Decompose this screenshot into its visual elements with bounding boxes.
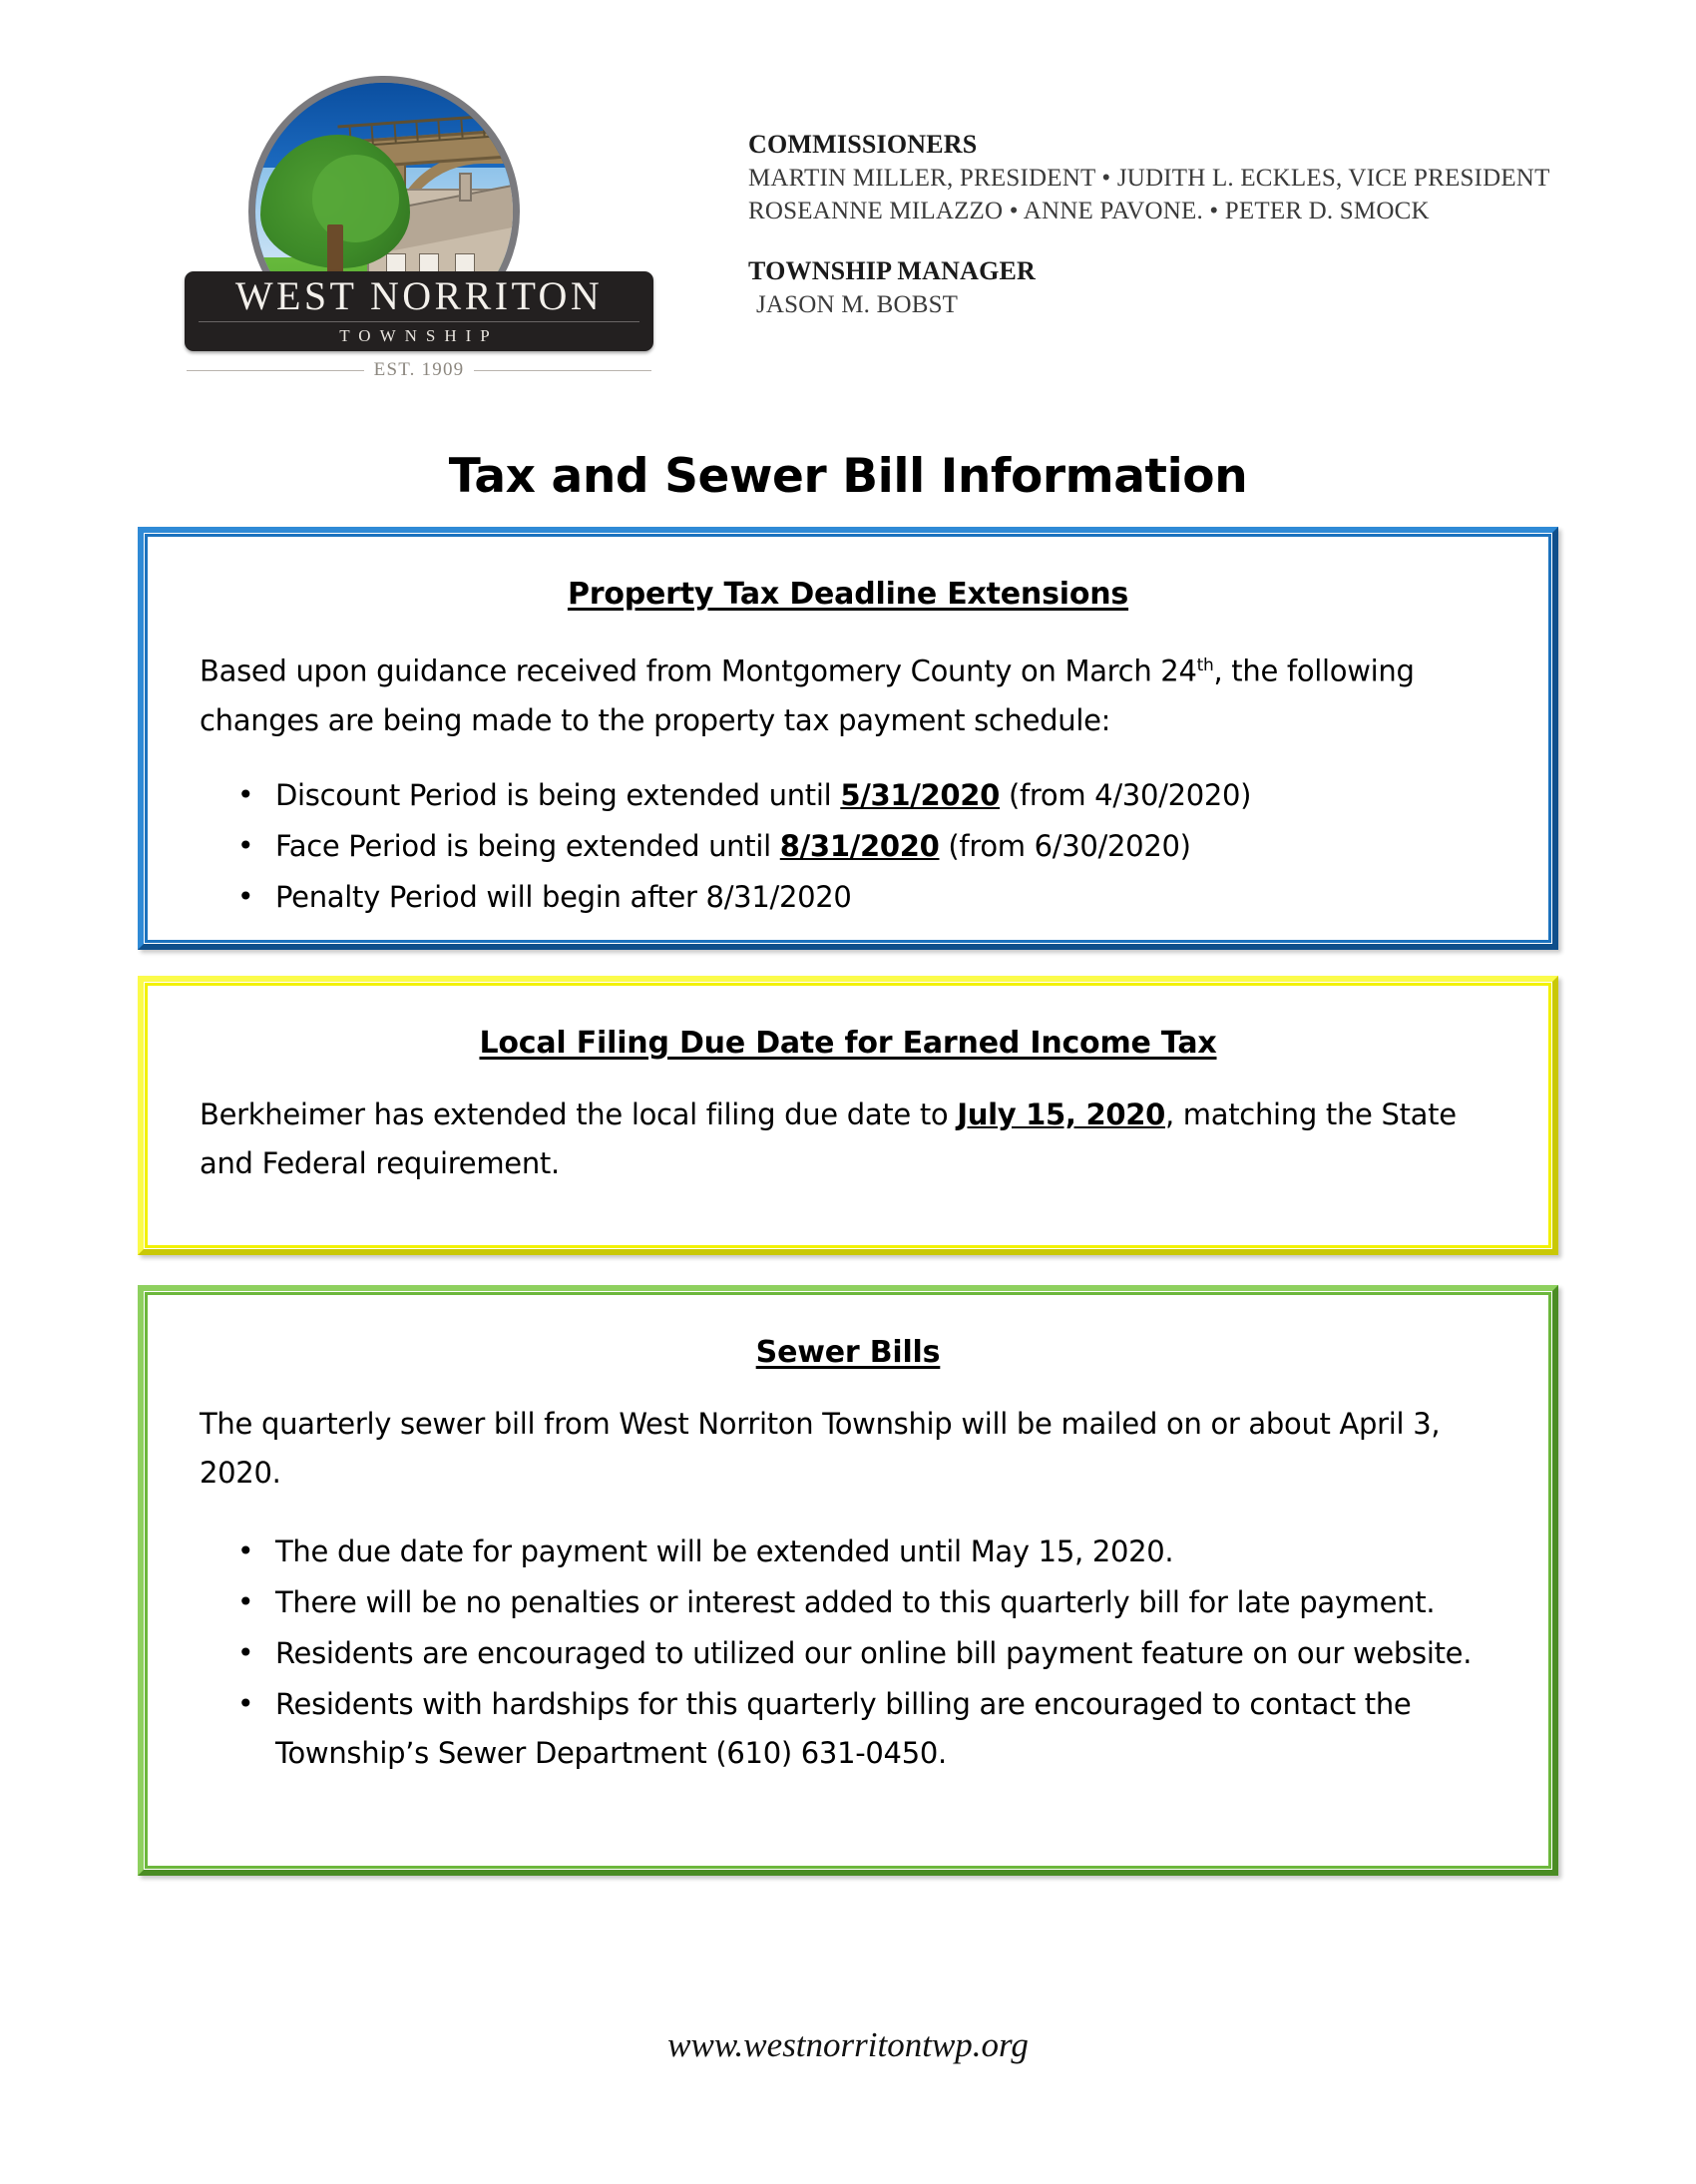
eit-text-pre: Berkheimer has extended the local filing due date to <box>200 1097 958 1131</box>
logo-banner-subtitle: TOWNSHIP <box>339 326 499 345</box>
bullet-emphasis-date: 5/31/2020 <box>840 777 1001 812</box>
earned-income-tax-paragraph <box>200 1091 1496 1188</box>
sewer-bills-inner <box>154 1301 1542 1860</box>
footer-website[interactable]: www.westnorritontwp.org <box>667 2025 1029 2064</box>
bullet-text-post: (from 6/30/2020) <box>939 828 1191 863</box>
commissioners-line-2: ROSEANNE MILAZZO • ANNE PAVONE. • PETER D. SMOCK <box>748 198 1430 224</box>
bullet-text-pre: Discount Period is being extended until <box>275 777 841 812</box>
earned-income-tax-heading: Local Filing Due Date for Earned Income Tax <box>479 1026 1217 1061</box>
officials-block <box>748 128 1566 321</box>
sewer-bills-heading: Sewer Bills <box>755 1335 941 1370</box>
sewer-bills-section <box>138 1285 1558 1876</box>
logo-banner <box>185 271 653 351</box>
list-item: • Residents are encouraged to utilized our online bill payment feature on our website. <box>275 1629 1496 1678</box>
logo-established-text: EST. 1909 <box>373 359 465 380</box>
sewer-bills-bullet-list <box>200 1528 1496 1778</box>
logo-scene <box>244 72 534 303</box>
property-tax-inner <box>154 543 1542 934</box>
property-tax-bullet-list <box>200 771 1496 922</box>
bullet-text-post: (from 4/30/2020) <box>1000 777 1252 812</box>
logo-established-row <box>187 359 651 381</box>
bullet-text-pre: Penalty Period will begin after 8/31/2020 <box>275 879 852 914</box>
page-header <box>0 0 1696 409</box>
property-tax-paragraph-part2: , the following changes are being made to the property tax payment schedule: <box>200 654 1415 737</box>
list-item <box>275 771 1496 820</box>
list-item <box>275 822 1496 871</box>
township-logo <box>185 72 653 409</box>
list-item <box>275 873 1496 922</box>
logo-banner-divider <box>199 321 639 322</box>
property-tax-paragraph <box>200 642 1496 745</box>
township-manager-name: JASON M. BOBST <box>756 291 959 318</box>
list-item: • Residents with hardships for this quarterly billing are encouraged to contact the Township’s Sewer Department (610) 631-0450. <box>275 1680 1496 1778</box>
eit-text-post: , matching the State and Federal requirement. <box>200 1097 1457 1180</box>
property-tax-paragraph-part1: Based upon guidance received from Montgomery County on March 24 <box>200 654 1197 688</box>
list-item: • The due date for payment will be extended until May 15, 2020. <box>275 1528 1496 1576</box>
list-item: • There will be no penalties or interest added to this quarterly bill for late payment. <box>275 1578 1496 1627</box>
logo-rule-right <box>474 370 651 371</box>
bullet-emphasis-date: 8/31/2020 <box>779 828 940 863</box>
commissioners-line-1: MARTIN MILLER, PRESIDENT • JUDITH L. ECKLES, VICE PRESIDENT <box>748 165 1550 192</box>
property-tax-heading: Property Tax Deadline Extensions <box>567 577 1129 612</box>
eit-emphasis-date: July 15, 2020 <box>957 1097 1165 1131</box>
earned-income-tax-inner <box>154 992 1542 1239</box>
bullet-text-pre: Face Period is being extended until <box>275 828 780 863</box>
sewer-bills-paragraph: The quarterly sewer bill from West Norriton Township will be mailed on or about April 3, 2020. <box>200 1407 1441 1490</box>
logo-banner-title: WEST NORRITON <box>234 273 604 318</box>
property-tax-section <box>138 527 1558 950</box>
logo-tree-canopy-highlight <box>312 155 400 242</box>
commissioners-label: COMMISSIONERS <box>748 130 978 159</box>
logo-scene-circle <box>248 76 520 303</box>
page-title: Tax and Sewer Bill Information <box>448 449 1248 504</box>
township-manager-label: TOWNSHIP MANAGER <box>748 256 1037 285</box>
earned-income-tax-section <box>138 976 1558 1255</box>
logo-rule-left <box>187 370 364 371</box>
ordinal-suffix: th <box>1196 655 1214 675</box>
logo-chimney <box>459 173 472 201</box>
